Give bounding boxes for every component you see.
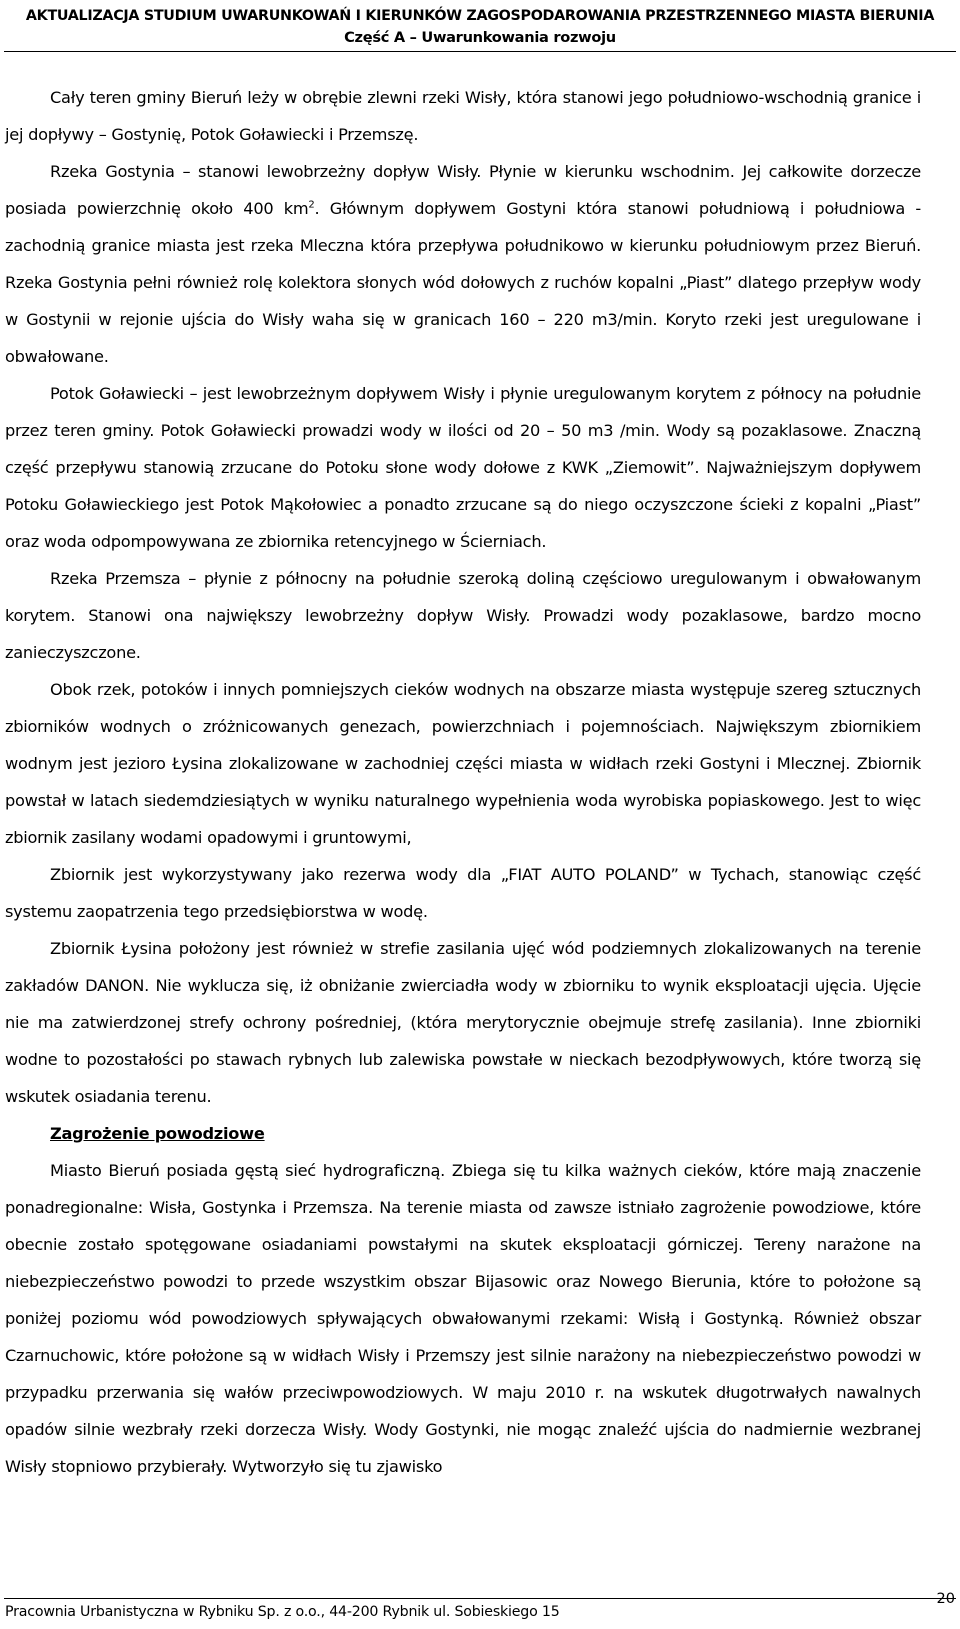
- header-title: AKTUALIZACJA STUDIUM UWARUNKOWAŃ I KIERUNKÓW ZAGOSPODAROWANIA PRZESTRZENNEGO MIASTA BIERUNIA: [25, 8, 935, 24]
- paragraph-watershed: Cały teren gminy Bieruń leży w obrębie zlewni rzeki Wisły, która stanowi jego południowo-wschodnią granice i jej dopływy – Gostynię, Potok Goławiecki i Przemszę.: [5, 88, 921, 144]
- paragraph-gostynia: [5, 153, 921, 375]
- paragraph-fiat-reserve: Zbiornik jest wykorzystywany jako rezerwa wody dla „FIAT AUTO POLAND” w Tychach, stanowiąc część systemu zaopatrzenia tego przedsiębiorstwa w wodę.: [5, 865, 921, 921]
- paragraph-gostynia-part1: Rzeka Gostynia – stanowi lewobrzeżny dopływ Wisły. Płynie w kierunku wschodnim. Jej całkowite dorzecze posiada powierzchnię około 400 km: [5, 162, 921, 218]
- page-number: 20: [936, 1591, 955, 1607]
- page-header: [0, 6, 960, 48]
- superscript-2: 2: [308, 199, 315, 211]
- paragraph-gostynia-part2: . Głównym dopływem Gostyni która stanowi południową i południowa - zachodnią granice miasta jest rzeka Mleczna która przepływa południkowo w kierunku południowym przez Bieruń. Rzeka Gostynia pełni również rolę kolektora słonych wód dołowych z ruchów kopalni „Piast” dlatego przepływ wody w Gostynii w rejonie ujścia do Wisły waha się w granicach 160 – 220 m3/min. Koryto rzeki jest uregulowane i obwałowane.: [5, 199, 921, 366]
- section-heading-flood: Zagrożenie powodziowe: [50, 1124, 265, 1143]
- header-rule: [4, 51, 956, 52]
- paragraph-reservoirs: Obok rzek, potoków i innych pomniejszych cieków wodnych na obszarze miasta występuje szereg sztucznych zbiorników wodnych o zróżnicowanych genezach, powierzchniach i pojemnościach. Największym zbiornikiem wodnym jest jezioro Łysina zlokalizowane w zachodniej części miasta w widłach rzeki Gostyni i Mlecznej. Zbiornik powstał w latach siedemdziesiątych w wyniku naturalnego wypełnienia woda wyrobiska popiaskowego. Jest to więc zbiornik zasilany wodami opadowymi i gruntowymi,: [5, 680, 921, 847]
- paragraph-lysina: Zbiornik Łysina położony jest również w strefie zasilania ujęć wód podziemnych zlokalizowanych na terenie zakładów DANON. Nie wyklucza się, iż obniżanie zwierciadła wody w zbiorniku to wynik eksploatacji ujęcia. Ujęcie nie ma zatwierdzonej strefy ochrony pośredniej, (która merytorycznie obejmuje strefę zasilania). Inne zbiorniki wodne to pozostałości po stawach rybnych lub zalewiska powstałe w nieckach bezodpływowych, które tworzą się wskutek osiadania terenu.: [5, 939, 921, 1106]
- paragraph-przemsza: Rzeka Przemsza – płynie z północny na południe szeroką doliną częściowo uregulowanym i obwałowanym korytem. Stanowi ona największy lewobrzeżny dopływ Wisły. Prowadzi wody pozaklasowe, bardzo mocno zanieczyszczone.: [5, 569, 921, 662]
- header-subtitle: Część A – Uwarunkowania rozwoju: [344, 29, 616, 46]
- document-body: [5, 79, 921, 1485]
- paragraph-potok-golawiecki: Potok Goławiecki – jest lewobrzeżnym dopływem Wisły i płynie uregulowanym korytem z północy na południe przez teren gminy. Potok Goławiecki prowadzi wody w ilości od 20 – 50 m3 /min. Wody są pozaklasowe. Znaczną część przepływu stanowią zrzucane do Potoku słone wody dołowe z KWK „Ziemowit”. Najważniejszym dopływem Potoku Goławieckiego jest Potok Mąkołowiec a ponadto zrzucane są do niego oczyszczone ścieki z kopalni „Piast” oraz woda odpompowywana ze zbiornika retencyjnego w Ścierniach.: [5, 384, 921, 551]
- footer-address: Pracownia Urbanistyczna w Rybniku Sp. z o.o., 44-200 Rybnik ul. Sobieskiego 15: [5, 1604, 560, 1620]
- footer-rule: [4, 1598, 956, 1599]
- paragraph-flood-threat: Miasto Bieruń posiada gęstą sieć hydrograficzną. Zbiega się tu kilka ważnych cieków, które mają znaczenie ponadregionalne: Wisła, Gostynka i Przemsza. Na terenie miasta od zawsze istniało zagrożenie powodziowe, które obecnie zostało spotęgowane osiadaniami powstałymi na skutek eksploatacji górniczej. Tereny narażone na niebezpieczeństwo powodzi to przede wszystkim obszar Bijasowic oraz Nowego Bierunia, które to położone są poniżej poziomu wód powodziowych spływających obwałowanymi rzekami: Wisłą i Gostynką. Również obszar Czarnuchowic, które położone są w widłach Wisły i Przemszy jest silnie narażony na niebezpieczeństwo powodzi w przypadku przerwania się wałów przeciwpowodziowych. W maju 2010 r. na wskutek długotrwałych nawalnych opadów silnie wezbrały rzeki dorzecza Wisły. Wody Gostynki, nie mogąc znaleźć ujścia do nadmiernie wezbranej Wisły stopniowo przybierały. Wytworzyło się tu zjawisko: [5, 1161, 921, 1476]
